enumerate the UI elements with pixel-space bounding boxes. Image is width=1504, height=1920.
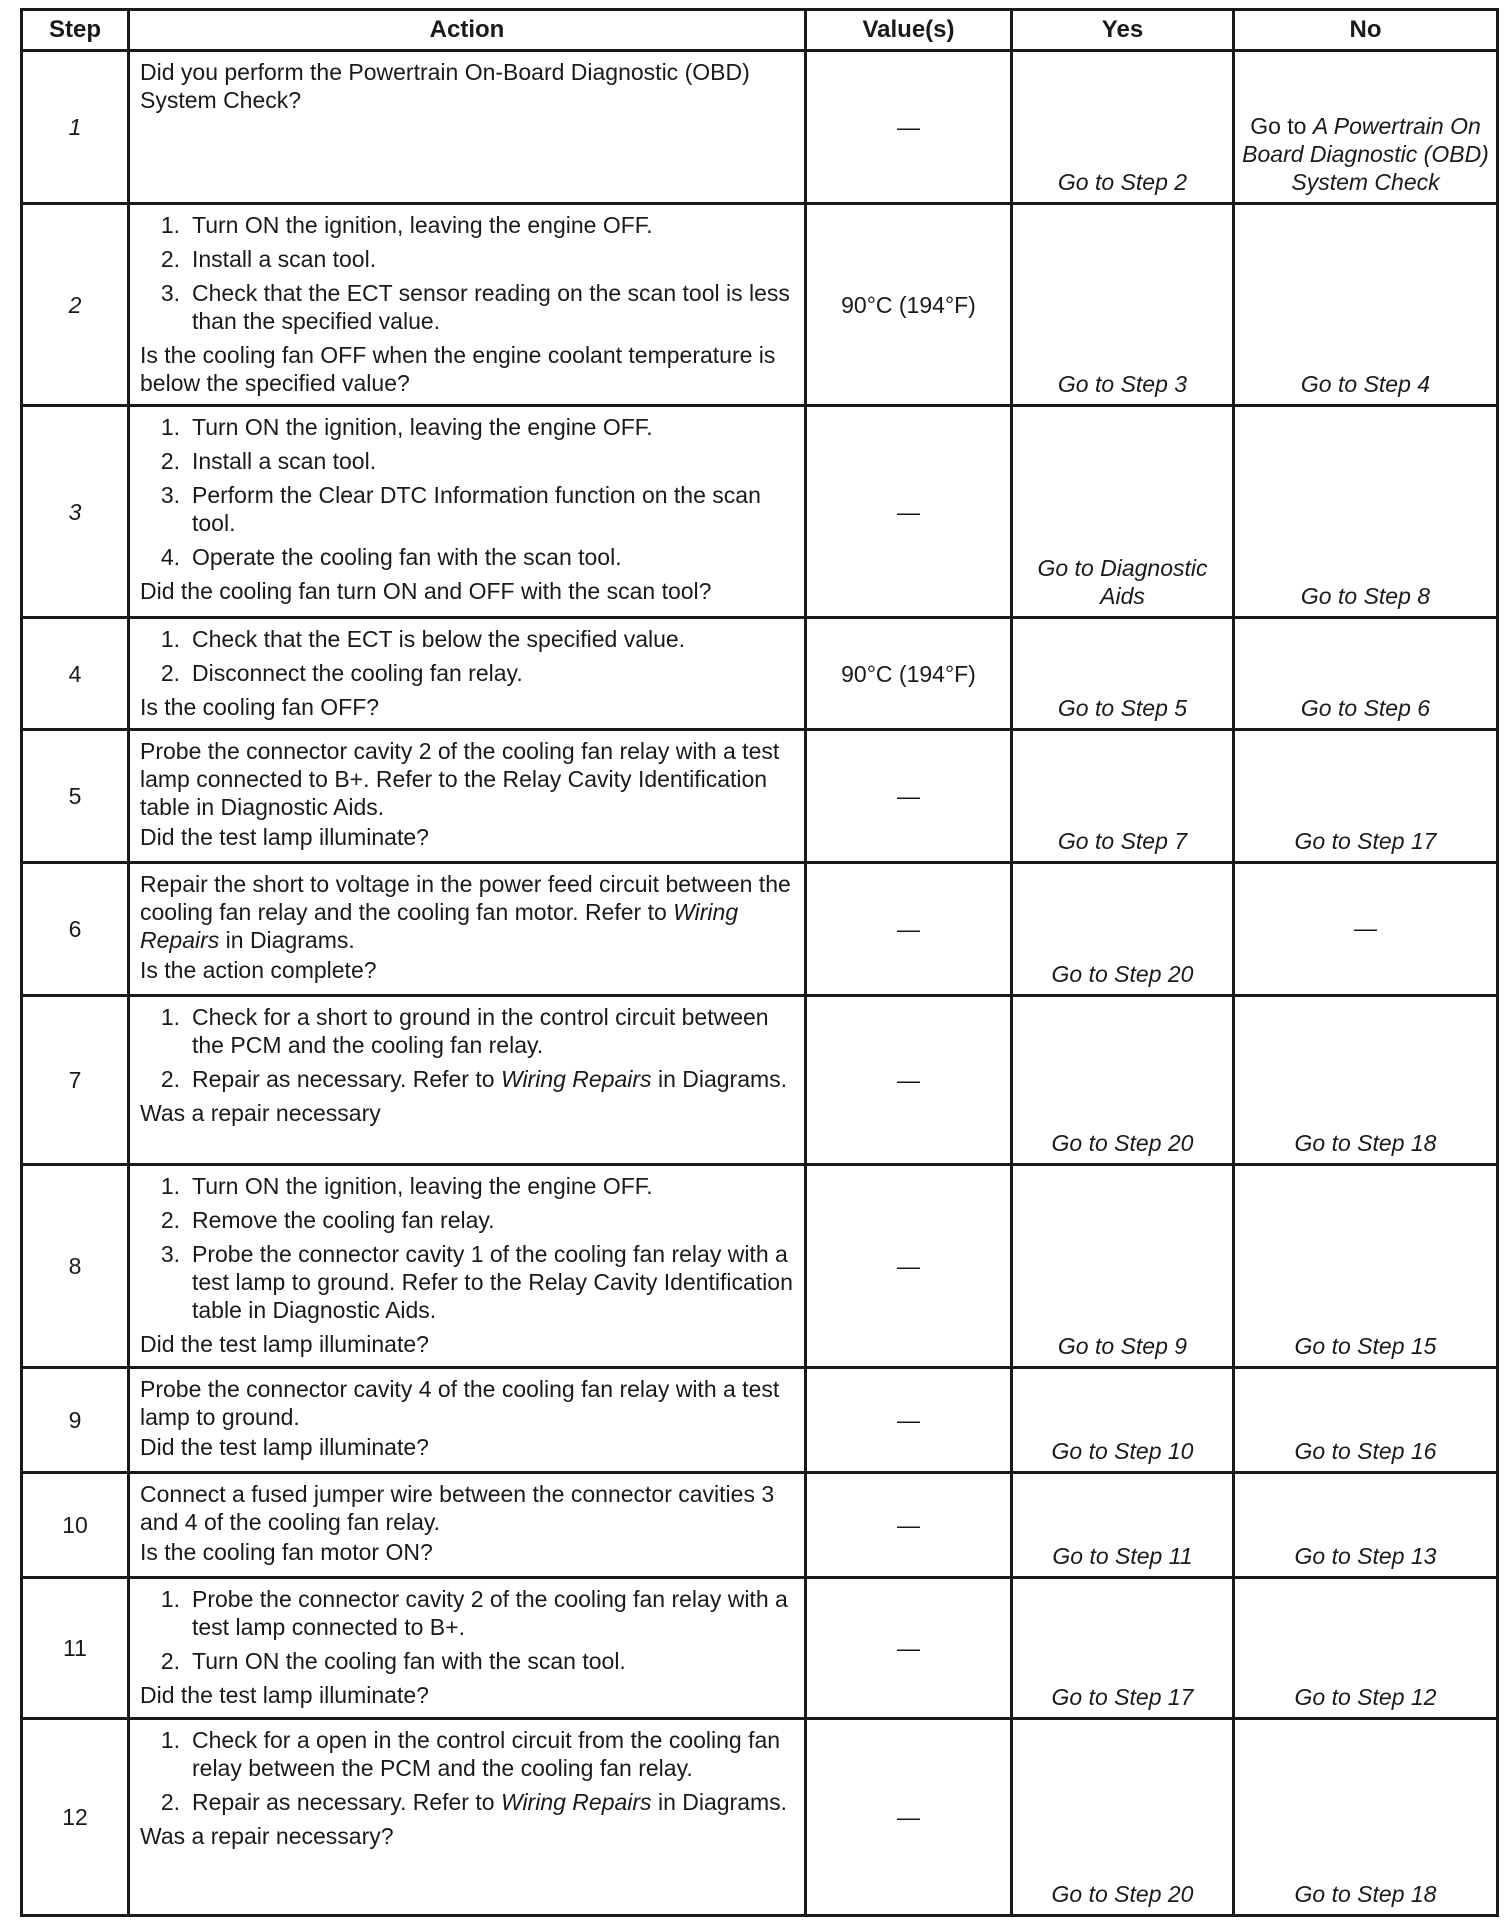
no-cell [1234,51,1498,204]
action-question: Is the cooling fan motor ON? [140,1539,433,1565]
list-item: 2. Repair as necessary. Refer to Wiring Repairs in Diagrams. [160,1789,788,1815]
table-row [22,1473,1498,1578]
step-number: 6 [22,863,129,996]
list-item: 1. Turn ON the ignition, leaving the engine OFF. [160,212,653,238]
step-number: 4 [22,618,129,730]
no-reference: A Powertrain On Board Diagnostic (OBD) System Check [1242,113,1489,195]
action-question: Did the test lamp illuminate? [140,824,429,850]
value-cell: — [806,1165,1012,1368]
table-row [22,204,1498,406]
list-item: 2. Install a scan tool. [160,246,377,272]
no-cell: Go to Step 12 [1234,1578,1498,1719]
yes-cell: Go to Step 7 [1012,730,1234,863]
yes-cell: Go to Step 3 [1012,204,1234,406]
step-number: 8 [22,1165,129,1368]
action-cell [129,51,806,204]
table-row [22,863,1498,996]
yes-cell: Go to Step 9 [1012,1165,1234,1368]
list-item: 2. Turn ON the cooling fan with the scan tool. [160,1648,626,1674]
list-item: 2. Repair as necessary. Refer to Wiring Repairs in Diagrams. [160,1066,788,1092]
header-no: No [1234,10,1498,51]
yes-cell: Go to Step 2 [1012,51,1234,204]
no-cell: Go to Step 18 [1234,1719,1498,1916]
action-cell [129,730,806,863]
table-row [22,1578,1498,1719]
yes-cell: Go to Step 20 [1012,996,1234,1165]
action-question: Is the action complete? [140,957,377,983]
yes-cell: Go to Diagnostic Aids [1012,406,1234,618]
header-value: Value(s) [806,10,1012,51]
yes-cell: Go to Step 20 [1012,863,1234,996]
reference-link-text: Wiring Repairs [500,1066,652,1092]
action-cell [129,1165,806,1368]
action-question: Did the cooling fan turn ON and OFF with the scan tool? [140,578,712,604]
action-question: Did the test lamp illuminate? [140,1682,429,1708]
table-row [22,406,1498,618]
value-cell: — [806,51,1012,204]
list-item: 2. Remove the cooling fan relay. [160,1207,495,1233]
yes-cell: Go to Step 10 [1012,1368,1234,1473]
action-question: Was a repair necessary? [140,1823,394,1849]
list-item: 1. Turn ON the ignition, leaving the engine OFF. [160,1173,653,1199]
reference-link-text: Wiring Repairs [500,1789,652,1815]
yes-cell: Go to Step 5 [1012,618,1234,730]
step-number: 9 [22,1368,129,1473]
action-cell [129,406,806,618]
action-cell [129,1719,806,1916]
diagnostic-table [20,8,1499,1917]
value-cell: — [806,1473,1012,1578]
no-cell: Go to Step 8 [1234,406,1498,618]
action-question: Was a repair necessary [140,1100,381,1126]
action-text: Did you perform the Powertrain On-Board Diagnostic (OBD) System Check? [140,59,750,113]
step-number: 7 [22,996,129,1165]
list-item: 3. Check that the ECT sensor reading on the scan tool is less than the specified value. [160,280,790,334]
action-cell [129,204,806,406]
value-cell: — [806,996,1012,1165]
header-row [22,10,1498,51]
no-cell: Go to Step 13 [1234,1473,1498,1578]
list-item: 1. Probe the connector cavity 2 of the cooling fan relay with a test lamp connected to B+. [160,1586,788,1640]
action-text: Connect a fused jumper wire between the connector cavities 3 and 4 of the cooling fan relay. [140,1481,775,1535]
action-text: Probe the connector cavity 4 of the cooling fan relay with a test lamp to ground. [140,1376,780,1430]
table-row [22,996,1498,1165]
step-number: 10 [22,1473,129,1578]
action-question: Did the test lamp illuminate? [140,1434,429,1460]
yes-cell: Go to Step 11 [1012,1473,1234,1578]
yes-cell: Go to Step 20 [1012,1719,1234,1916]
no-cell: Go to Step 18 [1234,996,1498,1165]
header-yes: Yes [1012,10,1234,51]
no-cell: Go to Step 15 [1234,1165,1498,1368]
value-cell: — [806,730,1012,863]
header-step: Step [22,10,129,51]
action-text: Probe the connector cavity 2 of the cooling fan relay with a test lamp connected to B+. Refer to the Relay Cavity Identification table in Diagnostic Aids. [140,738,780,820]
action-cell [129,1368,806,1473]
table-row [22,1719,1498,1916]
value-cell: 90°C (194°F) [806,204,1012,406]
action-text: Repair the short to voltage in the power feed circuit between the cooling fan relay and the cooling fan motor. Refer to Wiring Repairs in Diagrams. [140,871,791,953]
value-cell: — [806,406,1012,618]
list-item: 3. Perform the Clear DTC Information function on the scan tool. [160,482,761,536]
action-question: Is the cooling fan OFF? [140,694,380,720]
list-item: 2. Disconnect the cooling fan relay. [160,660,523,686]
step-number: 5 [22,730,129,863]
reference-link-text: Wiring Repairs [140,899,739,953]
list-item: 1. Turn ON the ignition, leaving the engine OFF. [160,414,653,440]
step-number: 2 [22,204,129,406]
value-cell: — [806,1368,1012,1473]
step-number: 3 [22,406,129,618]
table-row [22,730,1498,863]
action-cell [129,618,806,730]
no-prefix: Go to [1250,113,1313,139]
value-cell: — [806,1719,1012,1916]
list-item: 4. Operate the cooling fan with the scan tool. [160,544,622,570]
action-cell [129,863,806,996]
action-question: Did the test lamp illuminate? [140,1331,429,1357]
action-cell [129,1473,806,1578]
table-row [22,618,1498,730]
header-action: Action [129,10,806,51]
list-item: 2. Install a scan tool. [160,448,377,474]
action-question: Is the cooling fan OFF when the engine coolant temperature is below the specified value? [140,342,776,396]
no-cell: Go to Step 4 [1234,204,1498,406]
yes-cell: Go to Step 17 [1012,1578,1234,1719]
action-cell [129,1578,806,1719]
no-cell: — [1234,863,1498,996]
table-row [22,1165,1498,1368]
action-cell [129,996,806,1165]
list-item: 1. Check for a short to ground in the control circuit between the PCM and the cooling fan relay. [160,1004,769,1058]
list-item: 3. Probe the connector cavity 1 of the cooling fan relay with a test lamp to ground. Refer to the Relay Cavity Identification table in Diagnostic Aids. [160,1241,793,1323]
value-cell: 90°C (194°F) [806,618,1012,730]
value-cell: — [806,1578,1012,1719]
value-cell: — [806,863,1012,996]
list-item: 1. Check that the ECT is below the specified value. [160,626,686,652]
no-cell: Go to Step 6 [1234,618,1498,730]
no-cell: Go to Step 17 [1234,730,1498,863]
no-cell: Go to Step 16 [1234,1368,1498,1473]
list-item: 1. Check for a open in the control circuit from the cooling fan relay between the PCM and the cooling fan relay. [160,1727,781,1781]
step-number: 1 [22,51,129,204]
table-row [22,51,1498,204]
step-number: 12 [22,1719,129,1916]
step-number: 11 [22,1578,129,1719]
table-row [22,1368,1498,1473]
